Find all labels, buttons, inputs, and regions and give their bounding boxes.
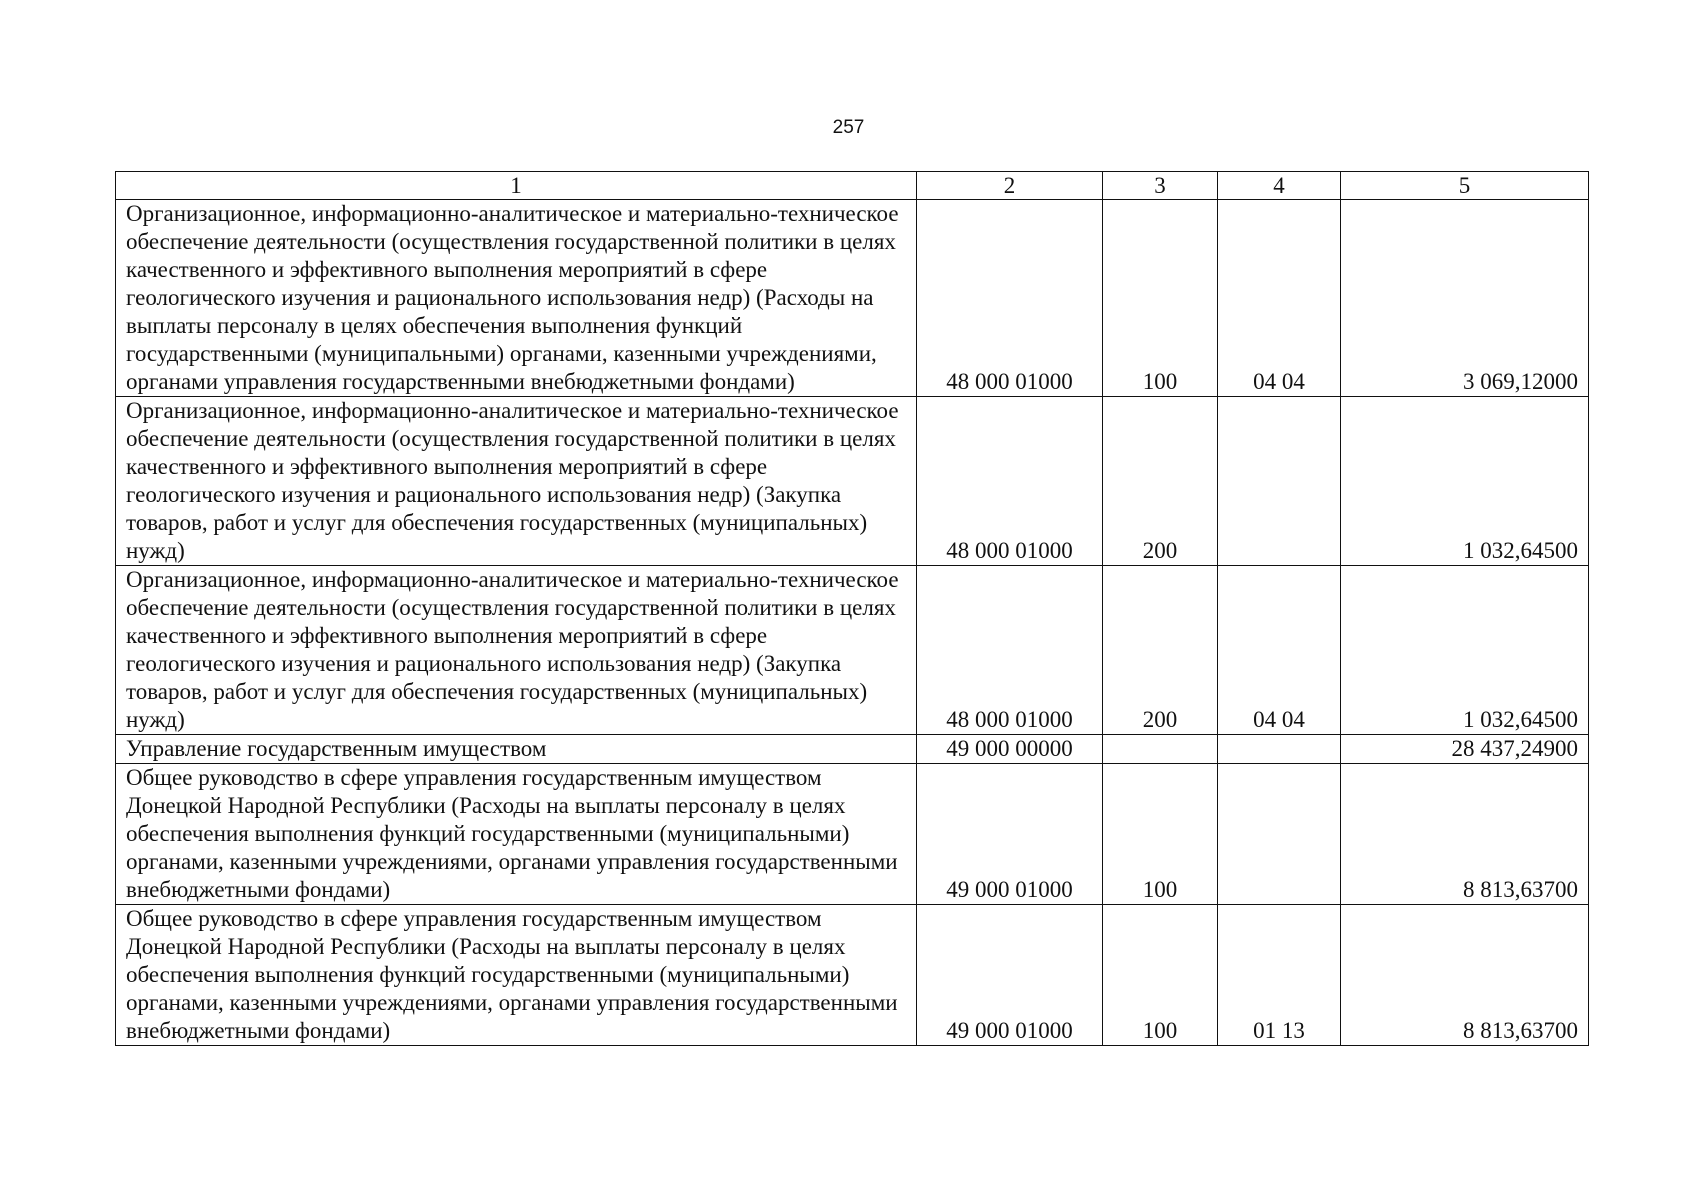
column-header-2: 2 [917, 172, 1103, 200]
row-expense-type [1103, 735, 1218, 764]
row-code: 49 000 00000 [917, 735, 1103, 764]
row-expense-type: 200 [1103, 397, 1218, 566]
row-description: Управление государственным имуществом [116, 735, 917, 764]
row-description: Общее руководство в сфере управления государственным имуществом Донецкой Народной Республики (Расходы на выплаты персоналу в целях обеспечения выполнения функций государственными (муниципальными) органами, казенными учреждениями, органами управления государственными внебюджетными фондами) [116, 764, 917, 905]
row-amount: 3 069,12000 [1341, 200, 1589, 397]
row-expense-type: 100 [1103, 764, 1218, 905]
row-section [1218, 735, 1341, 764]
budget-table [115, 171, 1589, 1046]
row-section: 01 13 [1218, 905, 1341, 1046]
row-amount: 28 437,24900 [1341, 735, 1589, 764]
row-section [1218, 397, 1341, 566]
table-body [116, 200, 1589, 1046]
table-row [116, 200, 1589, 397]
row-description: Организационное, информационно-аналитическое и материально-техническое обеспечение деятельности (осуществления государственной политики в целях качественного и эффективного выполнения мероприятий в сфере геологического изучения и рационального использования недр) (Расходы на выплаты персоналу в целях обеспечения выполнения функций государственными (муниципальными) органами, казенными учреждениями, органами управления государственными внебюджетными фондами) [116, 200, 917, 397]
table-row [116, 905, 1589, 1046]
column-header-3: 3 [1103, 172, 1218, 200]
row-section: 04 04 [1218, 200, 1341, 397]
row-code: 48 000 01000 [917, 200, 1103, 397]
column-header-4: 4 [1218, 172, 1341, 200]
row-code: 49 000 01000 [917, 905, 1103, 1046]
row-expense-type: 100 [1103, 905, 1218, 1046]
table-row [116, 764, 1589, 905]
row-code: 48 000 01000 [917, 566, 1103, 735]
table-row [116, 566, 1589, 735]
row-description: Организационное, информационно-аналитическое и материально-техническое обеспечение деятельности (осуществления государственной политики в целях качественного и эффективного выполнения мероприятий в сфере геологического изучения и рационального использования недр) (Закупка товаров, работ и услуг для обеспечения государственных (муниципальных) нужд) [116, 566, 917, 735]
column-header-1: 1 [116, 172, 917, 200]
table-row [116, 735, 1589, 764]
row-description: Общее руководство в сфере управления государственным имуществом Донецкой Народной Республики (Расходы на выплаты персоналу в целях обеспечения выполнения функций государственными (муниципальными) органами, казенными учреждениями, органами управления государственными внебюджетными фондами) [116, 905, 917, 1046]
row-amount: 1 032,64500 [1341, 397, 1589, 566]
row-code: 49 000 01000 [917, 764, 1103, 905]
row-amount: 8 813,63700 [1341, 764, 1589, 905]
column-header-5: 5 [1341, 172, 1589, 200]
row-section: 04 04 [1218, 566, 1341, 735]
row-expense-type: 200 [1103, 566, 1218, 735]
row-amount: 8 813,63700 [1341, 905, 1589, 1046]
row-amount: 1 032,64500 [1341, 566, 1589, 735]
row-section [1218, 764, 1341, 905]
page-number: 257 [832, 117, 865, 138]
row-code: 48 000 01000 [917, 397, 1103, 566]
row-description: Организационное, информационно-аналитическое и материально-техническое обеспечение деятельности (осуществления государственной политики в целях качественного и эффективного выполнения мероприятий в сфере геологического изучения и рационального использования недр) (Закупка товаров, работ и услуг для обеспечения государственных (муниципальных) нужд) [116, 397, 917, 566]
table-header [116, 172, 1589, 200]
table-row [116, 397, 1589, 566]
header-row [116, 172, 1589, 200]
row-expense-type: 100 [1103, 200, 1218, 397]
